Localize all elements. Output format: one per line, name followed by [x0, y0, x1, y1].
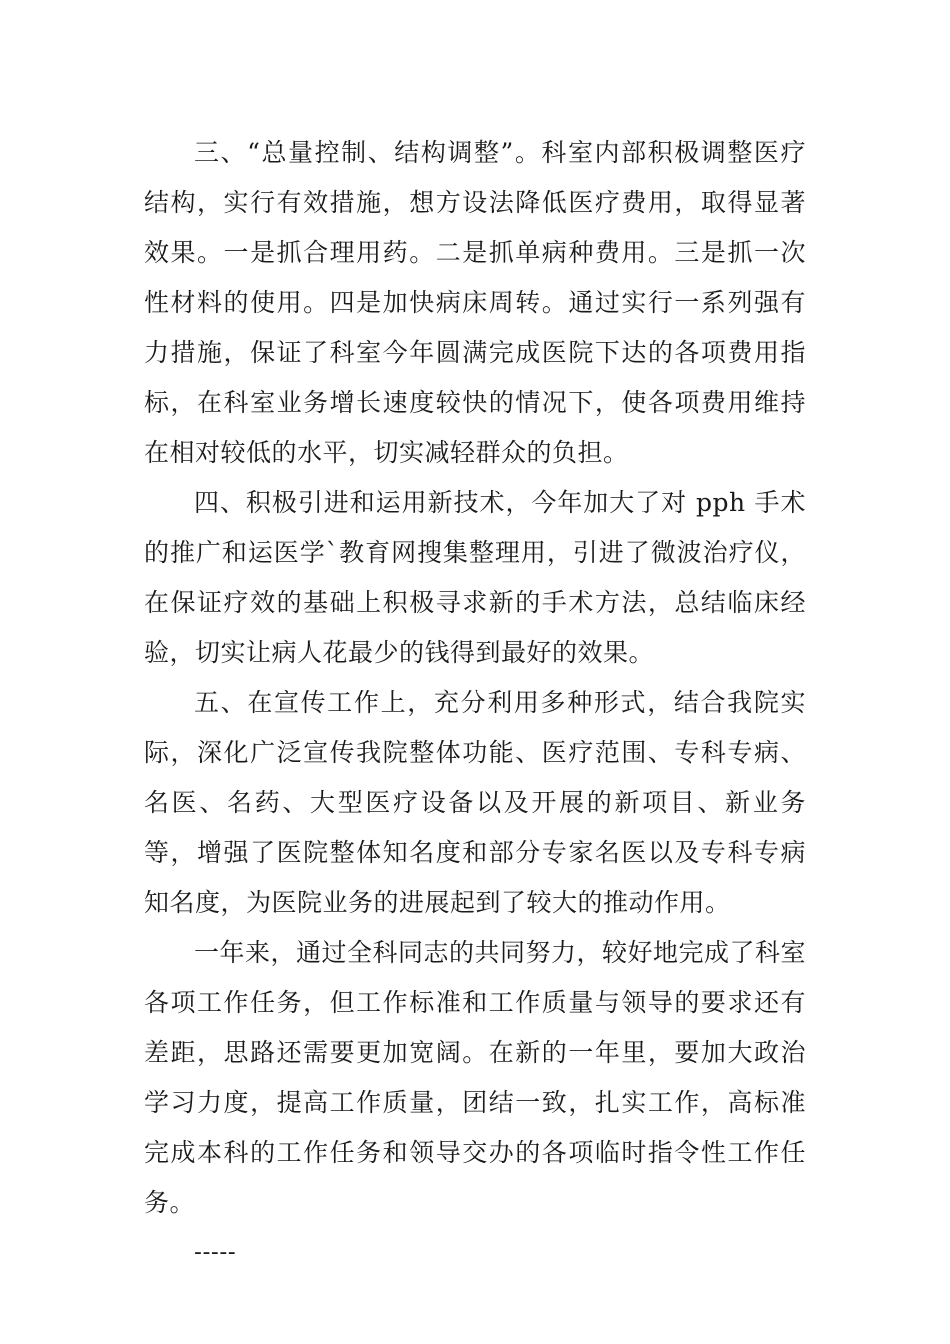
document-body [144, 128, 806, 1278]
paragraph-publicity: 五、在宣传工作上，充分利用多种形式，结合我院实际，深化广泛宣传我院整体功能、医疗范围、专科专病、名医、名药、大型医疗设备以及开展的新项目、新业务等，增强了医院整体知名度和部分专家名医以及专科专病知名度，为医院业务的进展起到了较大的推动作用。 [144, 688, 806, 917]
section-separator: ----- [194, 1240, 237, 1265]
paragraph-cost-control: 三、“总量控制、结构调整”。科室内部积极调整医疗结构，实行有效措施，想方设法降低医疗费用，取得显著效果。一是抓合理用药。二是抓单病种费用。三是抓一次性材料的使用。四是加快病床周转。通过实行一系列强有力措施，保证了科室今年圆满完成医院下达的各项费用指标，在科室业务增长速度较快的情况下，使各项费用维持在相对较低的水平，切实减轻群众的负担。 [144, 138, 806, 467]
paragraph-new-technology: 四、积极引进和运用新技术，今年加大了对 pph 手术的推广和运医学`教育网搜集整理用，引进了微波治疗仪，在保证疗效的基础上积极寻求新的手术方法，总结临床经验，切实让病人花最少的钱得到最好的效果。 [144, 488, 806, 667]
paragraph-summary: 一年来，通过全科同志的共同努力，较好地完成了科室各项工作任务，但工作标准和工作质量与领导的要求还有差距，思路还需要更加宽阔。在新的一年里，要加大政治学习力度，提高工作质量，团结一致，扎实工作，高标准完成本科的工作任务和领导交办的各项临时指令性工作任务。 [144, 938, 807, 1217]
